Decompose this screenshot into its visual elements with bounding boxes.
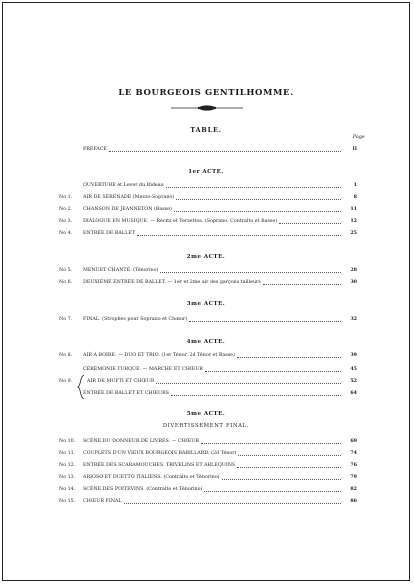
toc-page-number: 1 — [353, 182, 357, 188]
act-5-heading: 5me ACTE. — [186, 411, 226, 417]
toc-row: No 5. MENUET CHANTÉ. (Ténorino) 28 — [59, 267, 357, 273]
toc-entry: ENTRÉE DE BALLET — [83, 231, 135, 236]
toc-row — [83, 365, 357, 374]
toc-entry: DEUXIÈME ENTRÉE DE BALLET. — 1er et 2me air des garçons tailleurs — [83, 280, 261, 285]
toc-entry: OUVERTURE et Lever du Rideau — [83, 183, 164, 188]
toc-entry: AIR DE SÉRÉNADE (Mezzo-Soprano) — [83, 195, 175, 200]
toc-page-number: 64 — [350, 390, 357, 396]
toc-page-number: 86 — [350, 498, 357, 504]
toc-row — [83, 389, 357, 398]
toc-entry: AIR À BOIRE. — DUO ET TRIO. (1er Ténor, 2d Ténor et Basse) — [83, 353, 235, 358]
toc-entry: MENUET CHANTÉ. (Ténorino) — [83, 268, 159, 273]
toc-page-number: II — [352, 146, 357, 152]
toc-entry: CÉRÉMONIE TURQUE. — MARCHE ET CHŒUR — [83, 367, 204, 372]
toc-row-preface — [59, 145, 357, 154]
toc-page-number: 28 — [350, 267, 357, 273]
toc-entry: FINAL. (Strophes pour Soprano et Chœur) — [83, 317, 188, 322]
toc-entry: ENTRÉE DES SCARAMOUCHES, TRIVELINS ET ARLEQUINS — [83, 463, 236, 468]
table-heading: TABLE. — [190, 126, 222, 134]
toc-entry: CHANSON DE JEANNETON (Basse) — [83, 207, 172, 212]
toc-entry: COUPLETS D'UN VIEUX BOURGEOIS BABILLARD. (2d Ténor) — [83, 451, 237, 456]
toc-page-number: 52 — [350, 378, 357, 384]
toc-page-number: 30 — [350, 279, 357, 285]
document-title: LE BOURGEOIS GENTILHOMME. — [118, 88, 294, 98]
toc-row: No 2. CHANSON DE JEANNETON (Basse) 11 — [59, 206, 357, 212]
toc-page-number: 74 — [350, 450, 357, 456]
toc-entry: ENTRÉE DE BALLET ET CHŒURS — [83, 391, 169, 396]
toc-page-number: 11 — [350, 206, 357, 212]
toc-page-number: 69 — [350, 438, 357, 444]
toc-page-number: 39 — [350, 352, 357, 358]
act-1-heading: 1er ACTE. — [188, 169, 224, 175]
ornament-divider-icon — [169, 102, 245, 114]
toc-row — [59, 181, 357, 190]
document-page — [2, 2, 410, 581]
toc-entry: ARIOSO ET DUETTO ITALIENS. (Contralto et Ténorino) — [83, 475, 220, 480]
toc-page-number: 25 — [350, 230, 357, 236]
toc-row: No 10. SCÈNE DU DONNEUR DE LIVRES. — CHŒUR 69 — [59, 438, 357, 444]
toc-row: No 3. DIALOGUE EN MUSIQUE. — Récits et Terzettos. (Soprano, Contralto et Basse) 12 — [59, 218, 357, 224]
toc-row: No 9. AIR DE MUFTI ET CHŒUR 52 — [59, 378, 357, 384]
toc-row: No 6. DEUXIÈME ENTRÉE DE BALLET. — 1er et 2me air des garçons tailleurs 30 — [59, 279, 357, 285]
act-4-heading: 4me ACTE. — [186, 339, 226, 345]
toc-entry: CHŒUR FINAL — [83, 499, 122, 504]
act-3-heading: 3me ACTE. — [186, 301, 226, 307]
toc-page-number: 76 — [350, 462, 357, 468]
act-2-heading: 2me ACTE. — [186, 254, 226, 260]
toc-entry: SCÈNE DU DONNEUR DE LIVRES. — CHŒUR — [83, 439, 199, 444]
toc-row: No 8. AIR À BOIRE. — DUO ET TRIO. (1er Ténor, 2d Ténor et Basse) 39 — [59, 352, 357, 358]
toc-row: No 12. ENTRÉE DES SCARAMOUCHES, TRIVELINS ET ARLEQUINS 76 — [59, 462, 357, 468]
toc-entry: DIALOGUE EN MUSIQUE. — Récits et Terzettos. (Soprano, Contralto et Basse) — [83, 219, 278, 224]
toc-page-number: 12 — [350, 218, 357, 224]
toc-page-number: 8 — [353, 194, 357, 200]
act-5-subheading: DIVERTISSEMENT FINAL. — [162, 423, 250, 429]
toc-row: No 15. CHŒUR FINAL 86 — [59, 498, 357, 504]
toc-entry: PRÉFACE — [83, 147, 107, 152]
toc-row: No 13. ARIOSO ET DUETTO ITALIENS. (Contralto et Ténorino) 79 — [59, 474, 357, 480]
toc-row: No 14. SCÈNE DES POITEVINS. (Contralto et Ténorino) 82 — [59, 486, 357, 492]
toc-page-number: 79 — [350, 474, 357, 480]
toc-page-number: 82 — [350, 486, 357, 492]
toc-row: No 11. COUPLETS D'UN VIEUX BOURGEOIS BABILLARD. (2d Ténor) 74 — [59, 450, 357, 456]
toc-entry: AIR DE MUFTI ET CHŒUR — [87, 379, 155, 384]
toc-row: No 4. ENTRÉE DE BALLET 25 — [59, 230, 357, 236]
toc-entry: SCÈNE DES POITEVINS. (Contralto et Ténorino) — [83, 487, 203, 492]
toc-page-number: 45 — [350, 366, 357, 372]
toc-row: No 7. FINAL. (Strophes pour Soprano et Chœur) 32 — [59, 316, 357, 322]
toc-row: No 1. AIR DE SÉRÉNADE (Mezzo-Soprano) 8 — [59, 194, 357, 200]
toc-page-number: 32 — [350, 316, 357, 322]
page-column-label: Page — [352, 134, 365, 140]
